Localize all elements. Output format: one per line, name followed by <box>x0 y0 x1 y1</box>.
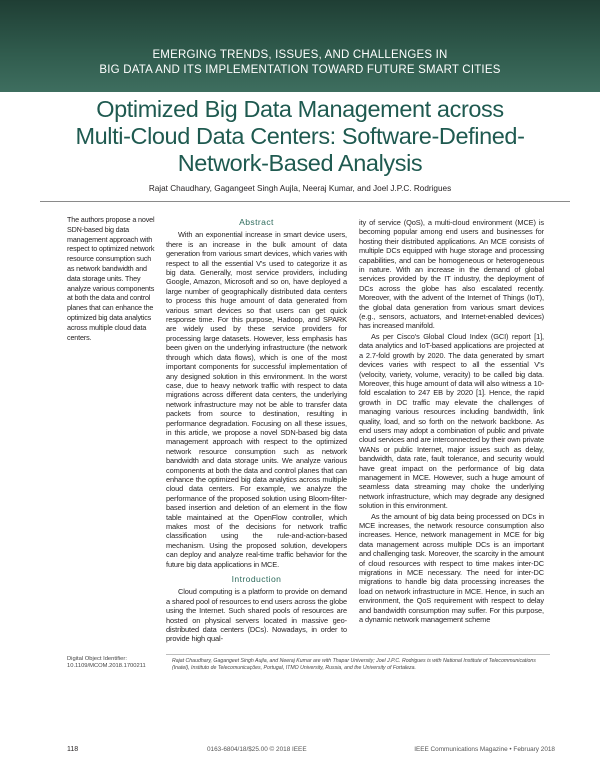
text-column-right <box>359 218 544 624</box>
introduction-paragraph-2: As per Cisco's Global Cloud Index (GCI) report [1], data analytics and IoT-based applications are projected at a 2.7-fold growth by 2020. The data generated by smart devices varies with respect to all the essential V's (velocity, variety, volume, veracity) to be called big data. Moreover, this huge amount of data will also witness a 10-fold escalation to 247 EB by 2020 [1]. Hence, the rapid growth in DC traffic may elevate the challenges of managing various resources including bandwidth, link quality, load, and so forth on the network backbone. As end users may adopt a combination of public and private cloud services and are interconnected by their own private WANs or public Internet, major issues such as delay, bandwidth, data rate, fault tolerance, and security would have great impact on the performance of big data management in MCE. However, such a huge amount of seamless data streaming may choke the underlying network infrastructure, which may degrade any designed solution in this environment. <box>359 331 544 511</box>
title-divider <box>40 201 570 202</box>
article-title <box>40 96 560 177</box>
article-title-line-2: Multi-Cloud Data Centers: Software-Defined- <box>75 123 525 149</box>
sidebar-summary: The authors propose a novel SDN-based big data management approach with respect to optimized network resource consumption such as network bandwidth and data storage units. They analyze various components at both the data and control planes that can enhance the optimized big data analytics across multiple cloud data centers. <box>67 215 155 342</box>
introduction-heading: Introduction <box>231 574 282 585</box>
footnote-divider <box>166 654 550 655</box>
issn-copyright: 0163-6804/18/$25.00 © 2018 IEEE <box>207 746 307 753</box>
abstract-text: With an exponential increase in smart device users, there is an increase in the bulk amount of data generation from various smart devices, which varies with respect to all the essential V's used to categorize it as big data. Generally, most service providers, including Google, Amazon, Microsoft and so on, have deployed a large number of geographically distributed data centers to process this huge amount of data generated from various smart devices so that users can get quick response time. For this purpose, Hadoop, and SPARK are widely used by these service providers for processing large datasets. However, less emphasis has been given on the underlying infrastructure (the network through which data flows), which is one of the most important components for successful implementation of any designed solution in this environment. In the worst case, due to heavy network traffic with respect to data migrations across different data centers, the underlying network infrastructure may not be able to transfer data packets from source to destination, resulting in performance degradation. Focusing on all these issues, in this article, we propose a novel SDN-based big data management approach with respect to the optimized network resource consumption such as network bandwidth and data storage units. We analyze various components at both the data and control planes that can enhance the optimized big data analytics across multiple cloud data centers. For example, we analyze the performance of the proposed solution using Bloom-filter-based insertion and deletion of an element in the flow table maintained at the OpenFlow controller, which makes most of the decisions for network traffic classification using the rule-and-action-based mechanism. Using the proposed solution, developers can deploy and analyze real-time traffic behavior for the future big data applications in MCE. <box>166 230 347 569</box>
header-banner <box>0 0 600 92</box>
introduction-paragraph-1: Cloud computing is a platform to provide on demand a shared pool of resources to end users across the globe using the Internet. Such shared pools of resources are hosted on physical servers located in massive geo-distributed data centers (DCs). Nowadays, in order to provide high qual- <box>166 587 347 644</box>
article-title-line-3: Network-Based Analysis <box>177 150 423 176</box>
article-title-line-1: Optimized Big Data Management across <box>96 96 504 122</box>
introduction-paragraph-3: As the amount of big data being processed on DCs in MCE increases, the network resource consumption also increases. Hence, network management in MCE for big data management across multiple DCs is an important and challenging task. Moreover, the scarcity in the amount of cloud resources with respect to time makes inter-DC migrations in MCE necessary. The need for inter-DC migrations to handle big data processing increases the load on network infrastructure in MCE. Hence, in such an environment, the QoS requirement with respect to delay and bandwidth consumption may suffer. For this purpose, a dynamic network management scheme <box>359 511 544 625</box>
page-number: 118 <box>67 746 79 753</box>
series-title <box>0 48 600 78</box>
doi-label: Digital Object Identifier: <box>67 656 127 662</box>
doi-value: 10.1109/MCOM.2018.1700211 <box>67 663 146 670</box>
introduction-paragraph-1-cont: ity of service (QoS), a multi-cloud environment (MCE) is becoming popular among end users and businesses for hosting their distributed applications. An MCE consists of multiple DCs equipped with huge storage and processing capabilities, and can be homogeneous or heterogeneous in nature. With an increase in the demand of global services provided by the IT industry, the deployment of DCs across the globe has also escalated recently. Moreover, with the advent of the Internet of Things (IoT), the global data generation from various smart devices (e.g., sensors, actuators, and Internet-enabled devices) has increased manifold. <box>359 218 544 331</box>
series-title-line-2: BIG DATA AND ITS IMPLEMENTATION TOWARD FUTURE SMART CITIES <box>99 64 501 76</box>
text-column-left <box>166 218 347 644</box>
doi-block <box>67 656 162 671</box>
abstract-heading: Abstract <box>239 217 274 227</box>
author-affiliations: Rajat Chaudhary, Gagangeet Singh Aujla, and Neeraj Kumar are with Thapar University; Joel J.P.C. Rodrigues is with National Institute of Telecommunications (Inatel), Instituto de Telecomunicações, Portugal, ITMO University, Russia, and the University of Fortaleza. <box>172 658 536 671</box>
magazine-issue: IEEE Communications Magazine • February 2018 <box>414 746 555 753</box>
series-title-line-1: EMERGING TRENDS, ISSUES, AND CHALLENGES IN <box>152 49 448 61</box>
author-list: Rajat Chaudhary, Gagangeet Singh Aujla, Neeraj Kumar, and Joel J.P.C. Rodrigues <box>148 184 452 193</box>
